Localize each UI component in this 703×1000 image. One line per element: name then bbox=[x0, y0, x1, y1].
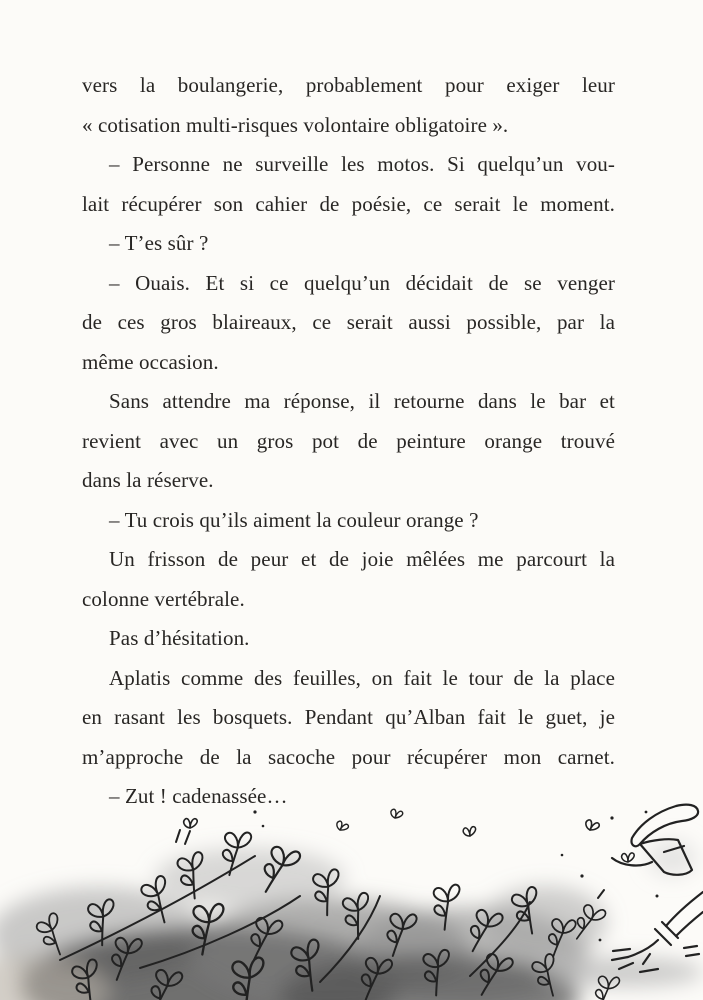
paragraph bbox=[82, 382, 615, 501]
text-line: dans la réserve. bbox=[82, 468, 214, 492]
text-line: – Ouais. Et si ce quelqu’un décidait de se venger bbox=[109, 270, 615, 295]
paragraph bbox=[82, 540, 615, 619]
text-line: revient avec un gros pot de peinture orange trouvé bbox=[82, 428, 615, 453]
text-line: – T’es sûr ? bbox=[109, 231, 209, 255]
paragraph bbox=[82, 659, 615, 778]
text-line: – Zut ! cadenassée… bbox=[109, 784, 288, 808]
paragraph bbox=[82, 145, 615, 224]
paragraph bbox=[82, 264, 615, 383]
text-line: Pas d’hésitation. bbox=[109, 626, 250, 650]
text-line: Sans attendre ma réponse, il retourne dans le bar et bbox=[109, 389, 615, 413]
paragraph bbox=[82, 66, 615, 145]
text-line: Un frisson de peur et de joie mêlées me parcourt la bbox=[109, 547, 615, 571]
text-line: Aplatis comme des feuilles, on fait le tour de la place bbox=[109, 665, 615, 690]
text-line: en rasant les bosquets. Pendant qu’Alban fait le guet, je bbox=[82, 705, 615, 729]
text-line: m’approche de la sacoche pour récupérer mon carnet. bbox=[82, 744, 615, 769]
text-line: même occasion. bbox=[82, 349, 219, 374]
text-line: « cotisation multi-risques volontaire obligatoire ». bbox=[82, 112, 509, 137]
paragraph bbox=[82, 224, 615, 264]
paragraph bbox=[82, 501, 615, 541]
text-line: colonne vertébrale. bbox=[82, 586, 245, 611]
paragraph bbox=[82, 619, 615, 659]
text-line: – Personne ne surveille les motos. Si quelqu’un vou- bbox=[109, 152, 615, 176]
page-text bbox=[82, 66, 615, 817]
text-line: vers la boulangerie, probablement pour exiger leur bbox=[82, 73, 615, 97]
text-line: de ces gros blaireaux, ce serait aussi possible, par la bbox=[82, 310, 615, 334]
bush-illustration bbox=[0, 800, 703, 1000]
text-line: lait récupérer son cahier de poésie, ce serait le moment. bbox=[82, 191, 615, 216]
text-line: – Tu crois qu’ils aiment la couleur orange ? bbox=[109, 507, 479, 532]
